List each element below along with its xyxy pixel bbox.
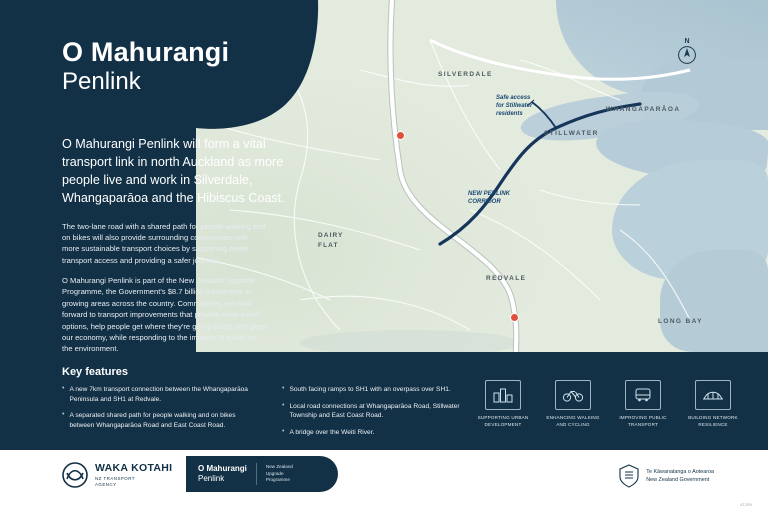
title-primary: O Mahurangi (62, 37, 230, 67)
waka-kotahi-logo (62, 462, 172, 488)
govt-text (646, 468, 714, 484)
map-marker-north[interactable] (396, 131, 405, 140)
page-title (62, 38, 229, 96)
intro-text-block (62, 136, 290, 364)
callout-corridor-line-1: NEW PENLINK (468, 191, 510, 197)
benefit-walking-cycling (546, 380, 600, 429)
waka-kotahi-koru-icon (62, 462, 88, 488)
bullet-icon: • (62, 385, 65, 392)
compass-label: N (684, 38, 690, 45)
list-item (62, 385, 260, 404)
feature-text: Local road connections at Whangaparāoa Road, Stillwater Township and East Coast Road. (289, 402, 460, 420)
callout-corridor-line-2: CORRIDOR (468, 199, 501, 206)
nz-government-logo (618, 464, 714, 488)
bullet-icon: • (62, 411, 65, 419)
bicycle-glyph (562, 388, 584, 402)
map-label-redvale: REDVALE (486, 275, 527, 282)
waka-kotahi-text (95, 463, 172, 488)
benefit-urban-development (476, 380, 530, 429)
bullet-icon: • (282, 401, 285, 409)
feature-text: A new 7km transport connection between the Whangaparāoa Peninsula and SH1 at Redvale. (69, 386, 248, 403)
agency-name: WAKA KOTAHI (95, 461, 173, 474)
key-features-title: Key features (62, 366, 129, 378)
govt-maori: Te Kāwanatanga o Aotearoa (646, 468, 714, 475)
feature-text: A bridge over the Weiti River. (289, 428, 375, 436)
list-item (282, 402, 480, 421)
document-code: AT-2R0 (740, 503, 752, 507)
bullet-icon: • (282, 427, 285, 435)
key-features-band (0, 352, 768, 450)
callout-stillwater-access (496, 94, 532, 118)
bicycle-icon (555, 380, 591, 410)
bus-icon (625, 380, 661, 410)
list-item (62, 411, 260, 430)
intro-paragraph-1: The two-lane road with a shared path for people walking and on bikes will also provide surrounding communities with more sustainable transport choices by supporting better transport access and providing a safer journey. (62, 221, 266, 265)
feature-text: A separated shared path for people walking and on bikes between Whangaparāoa Road and East Coast Road. (69, 412, 236, 429)
map-marker-south[interactable] (510, 313, 519, 322)
list-item (282, 385, 480, 395)
map-label-flat: FLAT (318, 241, 339, 249)
map-label-dairy: DAIRY (318, 232, 344, 239)
compass-rose (674, 38, 700, 68)
agency-subtitle: NZ TRANSPORT AGENCY (95, 475, 135, 487)
benefit-label: SUPPORTING URBAN DEVELOPMENT (477, 415, 529, 427)
map-label-silverdale: SILVERDALE (438, 71, 493, 78)
callout-line-3: residents (496, 111, 523, 118)
title-secondary: Penlink (62, 68, 141, 96)
coat-of-arms-icon (618, 464, 640, 488)
callout-line-1: Safe access (496, 95, 531, 101)
project-badge (186, 456, 338, 492)
callout-penlink-corridor (468, 190, 510, 206)
footer (0, 450, 768, 512)
benefit-public-transport (616, 380, 670, 429)
benefit-label: IMPROVING PUBLIC TRANSPORT (619, 415, 667, 427)
bridge-glyph (702, 388, 724, 402)
map-label-stillwater: STILLWATER (544, 130, 599, 137)
city-buildings-glyph (493, 387, 513, 403)
govt-english: New Zealand Government (646, 477, 710, 483)
bridge-icon (695, 380, 731, 410)
map-label-whangaparaoa: WHANGAPARĀOA (606, 106, 681, 113)
bus-glyph (633, 387, 653, 403)
key-features-column-1 (62, 385, 260, 444)
bullet-icon: • (282, 385, 285, 392)
list-item (282, 428, 480, 438)
benefits-row (476, 380, 740, 429)
callout-line-2: for Stillwater (496, 103, 533, 110)
feature-text: South facing ramps to SH1 with an overpass over SH1. (289, 386, 451, 393)
benefit-label: ENHANCING WALKING AND CYCLING (546, 415, 600, 427)
project-badge-secondary: Penlink (198, 474, 225, 483)
benefit-network-resilience (686, 380, 740, 429)
key-features-column-2 (282, 385, 480, 444)
project-badge-primary: O Mahurangi (198, 464, 247, 473)
compass-needle-icon (676, 45, 698, 65)
benefit-label: BUILDING NETWORK RESILIENCE (688, 415, 738, 427)
intro-lead: O Mahurangi Penlink will form a vital transport link in north Auckland as more people live and work in Silverdale, Whangaparāoa and the Hibiscus Coast. (62, 137, 285, 205)
city-buildings-icon (485, 380, 521, 410)
programme-text: New Zealand Upgrade Programme (265, 464, 293, 483)
key-features-columns (62, 385, 482, 444)
badge-divider (256, 463, 257, 485)
project-badge-name (198, 464, 247, 484)
intro-paragraph-2: O Mahurangi Penlink is part of the New Zealand Upgrade Programme, the Government's $8.7 billion investment in growing areas across the country. Communities can look forward to transport improvements that provide more travel options, help people get where they're going safely and grow our economy, while responding to the impacts of travel on the environment. (62, 276, 267, 354)
map-label-long-bay: LONG BAY (658, 318, 703, 325)
